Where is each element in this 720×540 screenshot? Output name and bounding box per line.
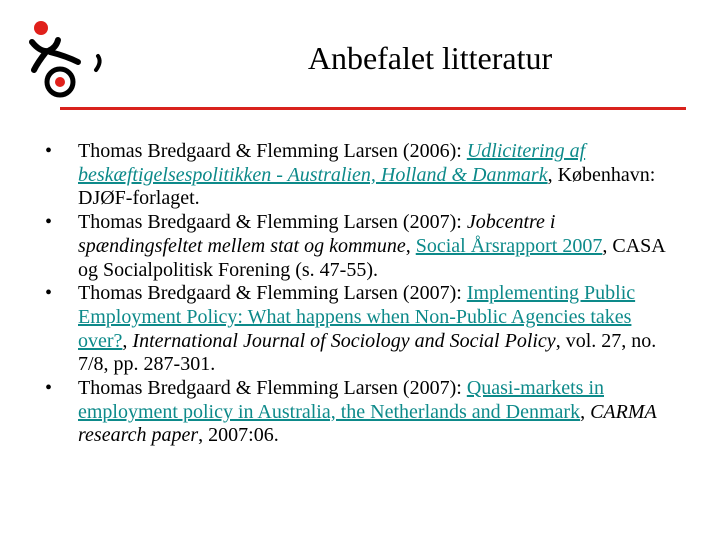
separator: , xyxy=(122,329,133,352)
reference-authors: Thomas Bredgaard & Flemming Larsen (2006): xyxy=(78,140,467,162)
bullet: • xyxy=(45,211,53,234)
reference-item xyxy=(40,377,680,448)
bullet: • xyxy=(45,377,53,400)
reference-list xyxy=(40,140,680,448)
reference-details: , CASA og Socialpolitisk Forening (s. 47-55). xyxy=(78,234,665,281)
reference-series: CARMA research paper xyxy=(78,400,657,447)
reference-item xyxy=(40,282,680,377)
reference-title-link[interactable]: Implementing Public Employment Policy: What happens when Non-Public Agencies takes over? xyxy=(78,282,636,352)
reference-title-link[interactable]: Quasi-markets in employment policy in Australia, the Netherlands and Denmark xyxy=(78,377,604,423)
bullet: • xyxy=(45,282,53,305)
reference-item xyxy=(40,140,680,211)
slide-title: Anbefalet litteratur xyxy=(307,40,553,76)
reference-details: , København: DJØF-forlaget. xyxy=(78,163,656,210)
reference-journal: International Journal of Sociology and Social Policy xyxy=(132,329,556,352)
logo xyxy=(22,18,106,100)
title-divider xyxy=(60,107,686,110)
reference-authors: Thomas Bredgaard & Flemming Larsen (2007): xyxy=(78,211,467,234)
separator: , xyxy=(580,400,591,423)
reference-details: , vol. 27, no. 7/8, pp. 287-301. xyxy=(78,329,657,376)
reference-authors: Thomas Bredgaard & Flemming Larsen (2007): xyxy=(78,282,467,305)
reference-title: Jobcentre i spændingsfeltet mellem stat og kommune xyxy=(78,211,556,257)
reference-source-link[interactable]: Social Årsrapport 2007 xyxy=(415,234,603,257)
reference-title-link[interactable]: Udlicitering af beskæftigelsespolitikken - Australien, Holland & Danmark xyxy=(78,140,586,186)
reference-authors: Thomas Bredgaard & Flemming Larsen (2007): xyxy=(78,377,467,400)
stick-figure-target-logo-icon xyxy=(22,18,106,100)
separator: , xyxy=(405,234,416,257)
reference-item xyxy=(40,211,680,282)
reference-details: , 2007:06. xyxy=(198,424,279,447)
bullet: • xyxy=(45,140,53,162)
